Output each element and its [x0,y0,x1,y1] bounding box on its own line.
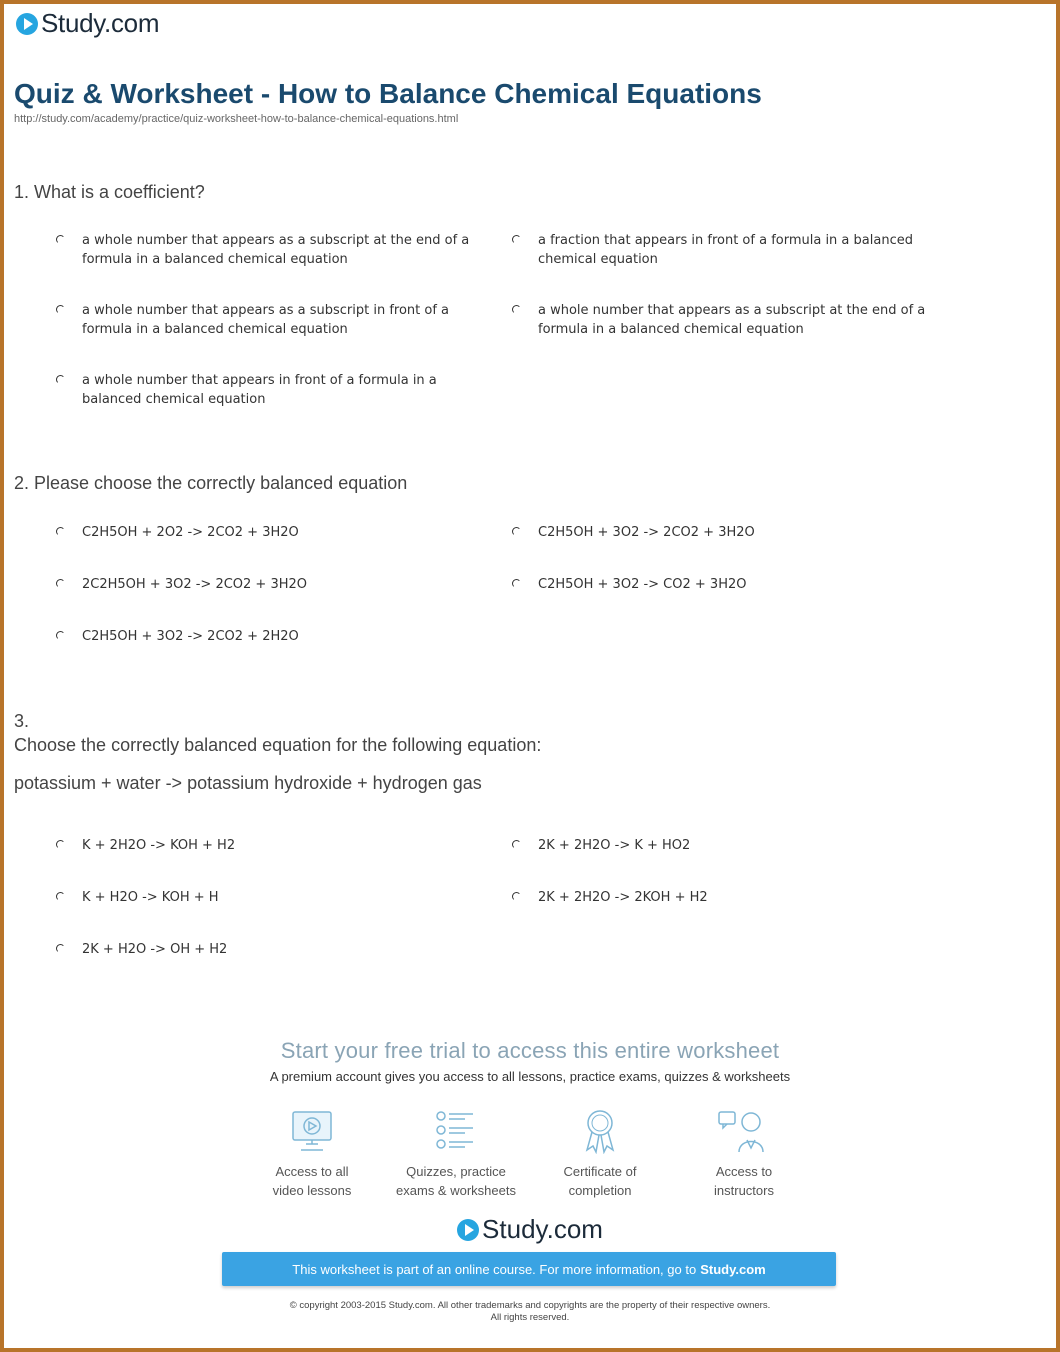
certificate-icon [530,1106,670,1156]
question-2: 2. Please choose the correctly balanced equation [14,473,408,493]
question-3: Choose the correctly balanced equation for the following equation: [14,735,542,755]
radio-button[interactable] [512,840,521,849]
question-3-subtext: potassium + water -> potassium hydroxide + hydrogen gas [14,773,482,793]
copyright: © copyright 2003-2015 Study.com. All other trademarks and copyrights are the property of their respective owners. All rights reserved. [289,1300,771,1323]
radio-button[interactable] [56,579,65,588]
q1-option-d[interactable]: a whole number that appears as a subscript at the end of a formula in a balanced chemical equation [512,301,932,339]
video-lesson-icon [242,1106,382,1156]
radio-button[interactable] [56,305,65,314]
question-1: 1. What is a coefficient? [14,182,205,202]
question-3-number: 3. [14,711,30,731]
q1-option-b[interactable]: a fraction that appears in front of a formula in a balanced chemical equation [512,231,932,269]
feature-certificate: Certificate of completion [530,1106,670,1200]
q2-option-b[interactable]: C2H5OH + 3O2 -> 2CO2 + 3H2O [512,523,932,542]
page-url: http://study.com/academy/practice/quiz-worksheet-how-to-balance-chemical-equations.html [14,113,459,125]
radio-button[interactable] [56,631,65,640]
radio-button[interactable] [512,235,521,244]
q1-option-c[interactable]: a whole number that appears as a subscript in front of a formula in a balanced chemical equation [56,301,476,339]
promo-subheading: A premium account gives you access to all lessons, practice exams, quizzes & worksheets [269,1069,791,1084]
radio-button[interactable] [56,375,65,384]
radio-button[interactable] [56,892,65,901]
list-icon [386,1106,526,1156]
q2-option-d[interactable]: C2H5OH + 3O2 -> CO2 + 3H2O [512,575,932,594]
study-logo-footer[interactable] [0,1214,1060,1245]
q3-option-a[interactable]: K + 2H2O -> KOH + H2 [56,836,476,855]
feature-instructors: Access to instructors [674,1106,814,1200]
q3-option-c[interactable]: K + H2O -> KOH + H [56,888,476,907]
q3-option-d[interactable]: 2K + 2H2O -> 2KOH + H2 [512,888,932,907]
radio-button[interactable] [512,305,521,314]
q2-option-e[interactable]: C2H5OH + 3O2 -> 2CO2 + 2H2O [56,627,476,646]
play-icon [16,13,38,35]
q3-option-e[interactable]: 2K + H2O -> OH + H2 [56,940,476,959]
instructor-icon [674,1106,814,1156]
feature-video-lessons: Access to all video lessons [242,1106,382,1200]
play-icon [457,1219,479,1241]
radio-button[interactable] [512,892,521,901]
logo-text: Study.com [41,8,160,38]
feature-quizzes: Quizzes, practice exams & worksheets [386,1106,526,1200]
banner-text: This worksheet is part of an online course. For more information, go to [292,1261,697,1277]
radio-button[interactable] [56,235,65,244]
q1-option-e[interactable]: a whole number that appears in front of a formula in a balanced chemical equation [56,371,476,409]
page-title: Quiz & Worksheet - How to Balance Chemical Equations [14,78,762,109]
radio-button[interactable] [56,527,65,536]
q2-option-c[interactable]: 2C2H5OH + 3O2 -> 2CO2 + 3H2O [56,575,476,594]
radio-button[interactable] [512,579,521,588]
q2-option-a[interactable]: C2H5OH + 2O2 -> 2CO2 + 3H2O [56,523,476,542]
radio-button[interactable] [512,527,521,536]
q1-option-a[interactable]: a whole number that appears as a subscript at the end of a formula in a balanced chemical equation [56,231,476,269]
radio-button[interactable] [56,944,65,953]
logo-text: Study.com [482,1214,603,1244]
promo-heading: Start your free trial to access this entire worksheet [280,1038,780,1063]
radio-button[interactable] [56,840,65,849]
study-logo[interactable] [16,8,159,39]
course-banner[interactable] [222,1252,836,1286]
banner-link[interactable]: Study.com [700,1261,766,1277]
q3-option-b[interactable]: 2K + 2H2O -> K + HO2 [512,836,932,855]
